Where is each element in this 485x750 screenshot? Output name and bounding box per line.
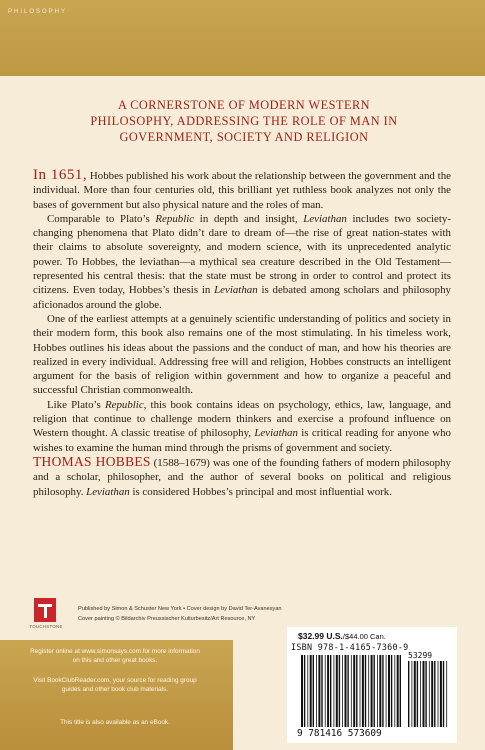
price-label: $32.99 U.S./$44.00 Can. (298, 631, 386, 641)
promo-ebook: This title is also available as an eBook. (60, 719, 170, 726)
promo-register: Register online at www.simonsays.com for more information on this and other great books. (30, 648, 200, 664)
barcode-icon (287, 627, 457, 743)
barcode-digits: 9 781416 573609 (297, 728, 382, 739)
top-gold-band (0, 0, 485, 76)
imprint-name: TOUCHSTONE (29, 624, 63, 629)
publisher-line: Published by Simon & Schuster New York • Cover design by David Ter-Avanesyan (78, 606, 282, 612)
headline-line: GOVERNMENT, SOCIETY AND RELIGION (119, 130, 369, 144)
author-bio: THOMAS HOBBES (1588–1679) was one of the founding fathers of modern philosophy and a scholar, philosopher, and the author of several books on political and religious philosophy. Leviathan is considered Hobbes’s principal and most influential work. (33, 453, 451, 498)
publisher-credits (78, 604, 378, 624)
cover-credit-line: Cover painting © Bildarchiv Preussischer Kulturbesitz/Art Resource, NY (78, 616, 256, 622)
barcode-panel (287, 627, 457, 743)
author-dates: (1588–1679) (150, 456, 210, 469)
headline (40, 97, 448, 145)
author-name: THOMAS HOBBES (33, 453, 151, 469)
touchstone-logo-icon (34, 598, 56, 622)
promo-box (0, 640, 233, 750)
headline-line: PHILOSOPHY, ADDRESSING THE ROLE OF MAN IN (90, 114, 398, 128)
lead-in: In 1651, (33, 167, 88, 183)
paragraph: Like Plato’s Republic, this book contains ideas on psychology, ethics, law, language, and religion that continue to challenge modern thinkers and exercise a profound influence on Western thought. A classic treatise of philosophy, Leviathan is critical reading for anyone who wishes to examine the human mind through the prisms of government and society. (33, 398, 451, 454)
paragraph: One of the earliest attempts at a genuinely scientific understanding of politics and society in their modern form, this book also remains one of the most stimulating. In his timeless work, Hobbes outlines his ideas about the passions and the conduct of man, and how his theories are realized in every individual. Addressing free will and religion, Hobbes constructs an intelligent argument for the basis of religion within government and how to organize a peaceful and successful Christian commonwealth. (33, 312, 451, 397)
barcode-addon-digits: 53299 (408, 651, 433, 660)
category-label: PHILOSOPHY (8, 9, 68, 15)
headline-line: A CORNERSTONE OF MODERN WESTERN (117, 98, 371, 112)
isbn-text: ISBN 978-1-4165-7360-9 (291, 642, 409, 652)
book-description (33, 168, 451, 499)
promo-bookclub: Visit BookClubReader.com, your source for reading group guides and other book club materials. (33, 677, 197, 693)
paragraph: Comparable to Plato’s Republic in depth and insight, Leviathan includes two society-changing phenomena that Plato didn’t dare to dream of—the rise of great nation-states with their claims to absolute sovereignty, and modern science, with its unprecedented analytic power. To Hobbes, the leviathan—a mythical sea creature described in the Old Testament—represented his central thesis: that the state must be strong in order to control and protect its citizens. Even today, Hobbes’s thesis in Leviathan is debated among scholars and philosophy aficionados around the globe. (33, 212, 451, 311)
paragraph: In 1651, Hobbes published his work about the relationship between the government and the individual. More than four centuries old, this brilliant yet ruthless book analyzes not only the bases of government but also physical nature and the roles of man. (33, 167, 451, 211)
